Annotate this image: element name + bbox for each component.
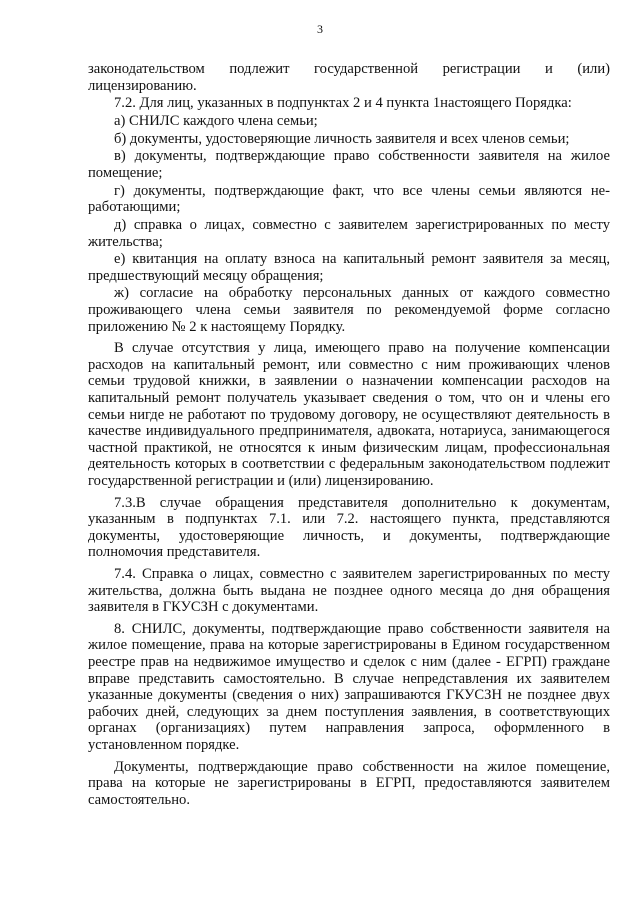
list-item-e: е) квитанция на оплату взноса на капитальный ремонт заявителя за месяц, предшествующий месяцу обращения; (88, 251, 610, 284)
list-item-b: б) документы, удостоверяющие личность заявителя и всех членов семьи; (114, 130, 570, 147)
paragraph-7-4: 7.4. Справка о лицах, совместно с заявителем зарегистрированных по месту жительства, должна быть выдана не позднее одного месяца до дня обращения заявителя в ГКУСЗН с документами. (88, 565, 610, 616)
paragraph-no-work-book: В случае отсутствия у лица, имеющего право на получение компенсации расходов на капитальный ремонт, или совместно с ним проживающих членов семьи трудовой книжки, в заявлении о назначении компенсации расходов на капитальный ремонт получатель указывает сведения о том, что он и члены его семьи нигде не работают по трудовому договору, не осуществляют деятельность в качестве индивидуального предпринимателя, адвоката, нотариуса, занимающегося частной практикой, не относятся к иным физическим лицам, профессиональная деятельность которых в соответствии с федеральным законодательством подлежит государственной регистрации и (или) лицензированию. (88, 340, 610, 489)
list-item-g: г) документы, подтверждающие факт, что все члены семьи являются неработающими; (88, 182, 610, 216)
list-item-d: д) справка о лицах, совместно с заявителем зарегистрированных по месту жительства; (88, 216, 610, 250)
paragraph-final: Документы, подтверждающие право собственности на жилое помещение, права на которые не зарегистрированы в ЕГРП, предоставляются заявителем самостоятельно. (88, 758, 610, 808)
document-body (88, 61, 610, 808)
paragraph-7-2: 7.2. Для лиц, указанных в подпунктах 2 и 4 пункта 1настоящего Порядка: (114, 95, 572, 112)
list-item-v: в) документы, подтверждающие право собственности заявителя на жилое помещение; (88, 148, 610, 181)
paragraph-continuation: законодательством подлежит государственной регистрации и (или) лицензированию. (88, 61, 610, 94)
page-number: 3 (317, 22, 323, 36)
paragraph-8: 8. СНИЛС, документы, подтверждающие право собственности заявителя на жилое помещение, права на которые зарегистрированы в Едином государственном реестре прав на недвижимое имущество и сделок с ним (далее - ЕГРП) граждане вправе представить самостоятельно. В случае непредставления их заявителем указанные документы (сведения о них) запрашиваются ГКУСЗН не позднее двух рабочих дней, следующих за днем поступления заявления, в соответствующих органах (организациях) путем направления запроса, оформленного в установленном порядке. (88, 620, 610, 753)
paragraph-7-3: 7.3.В случае обращения представителя дополнительно к документам, указанным в подпунктах 7.1. или 7.2. настоящего пункта, представляются документы, удостоверяющие личность, и документы, подтверждающие полномочия представителя. (88, 494, 610, 561)
list-item-a: а) СНИЛС каждого члена семьи; (114, 112, 318, 129)
list-item-zh: ж) согласие на обработку персональных данных от каждого совместно проживающего члена семьи заявителя по рекомендуемой форме согласно приложению № 2 к настоящему Порядку. (88, 285, 610, 335)
